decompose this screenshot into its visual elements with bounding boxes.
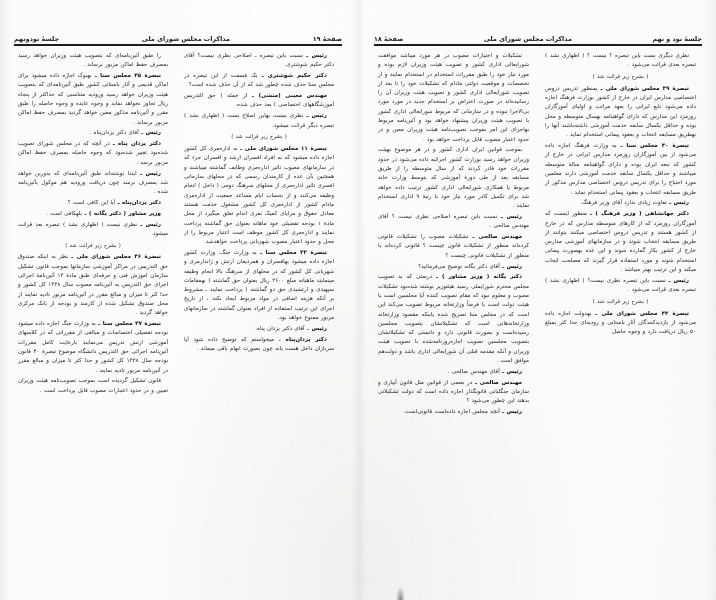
left-page-column-outer	[176, 52, 342, 572]
body-paragraph: بموجب قوانین ایران اداری کشور و در هر موضوع بهیئت وزیران خواهد رسید بوزارت کشور اجرائیه داده می‌شود در حدود مقررات خود قادر کردند که از سال متوسطه را از طریق مسابقه بعد از طی دورهٔ آموزشی که بتوسط وزارت خانه مربوط یا همکاری شورایعالی اداری کشور ترتیب داده خواهد شد برای تکمیل کادر مورد نیاز خود با رتبهٔ ۹ اداری استخدام نمایند .	[377, 147, 529, 210]
speaker-name: رئیس ـ	[136, 170, 161, 177]
speech-paragraph	[545, 199, 696, 208]
speech-text: آنچه مجلس اجازه داده‌است قانونی‌است.	[403, 408, 500, 415]
speech-text: در آنچه که در مجلس شورای تصویب شده‌بود تغییر شده‌بود که وجوه حاصله بمصرف حفظ اماکن مزبور برسد .	[18, 141, 168, 166]
speaker-name: رئیس ـ	[138, 130, 161, 137]
speech-text: آیا این کافی است ؟	[67, 199, 116, 206]
speech-paragraph	[184, 72, 334, 91]
stage-direction: ( بشرح زیر قرائت شد )	[592, 298, 649, 305]
speech-paragraph	[378, 263, 529, 272]
clause-title: تبصرهٔ ۱۱ مجلس شورای ملی ـ	[237, 146, 327, 153]
clause-paragraph	[545, 85, 696, 141]
clause-paragraph	[18, 320, 168, 376]
page-right-page-number: صفحهٔ ۱۸	[374, 34, 404, 43]
speech-text: آقای مهندس صالحی .	[447, 368, 500, 375]
clause-paragraph	[18, 72, 168, 128]
page-left-header	[14, 26, 342, 42]
stage-direction: ( بشرح زیر قرائت شد )	[231, 134, 287, 141]
body-paragraph: قانون تشکیل گردیده است بموجب تصویب‌نامه هیئت وزیران تعیین و در حدود اعتبارات مصوب قابل پرداخت است .	[18, 378, 168, 394]
speaker-name: دکتر یزدان پناه ـ	[109, 141, 161, 148]
clause-paragraph	[184, 145, 334, 247]
speech-text: آقای دکتر یزدان‌پناه .	[89, 130, 139, 137]
speech-text: نسبت باین تبصره اصلاحی نظری نیست ؟ آقای مهندس صالحی .	[378, 214, 529, 230]
speech-text: یک قسمت از این تبصره در مجلس سنا حذف شده چطور شد که از آن حذف شده است؟	[184, 73, 334, 89]
speech-text: میخواستم که توضیح داده شود آیا سربازان داخل هست یانه چون بصورت ابهام باقی میماند .	[184, 336, 334, 352]
clause-paragraph	[545, 142, 696, 198]
speech-paragraph	[545, 210, 696, 275]
speech-paragraph	[378, 273, 529, 366]
speaker-name: مهندس صالحی ـ	[472, 379, 522, 386]
page-left	[0, 0, 356, 600]
speech-paragraph	[378, 213, 529, 232]
speaker-name: رئیس ـ	[666, 200, 689, 207]
clause-paragraph	[545, 310, 696, 338]
page-left-page-number: صفحهٔ ۱۹	[312, 34, 342, 43]
speech-paragraph	[378, 368, 529, 377]
clause-text: به اداره‌مری کل کشور اجازه داده میشود که به افراد افسران ارشد و افسران جزء که در سازمانهای مصوب تاثیر اداره‌مری وظایف گماشته میباشند و همچنین بآن عده از کارمندان رسمی که در محلهای سازمانی افسری تاثیر اداره‌مری از محلهای سرهنگ دومی ( داخل ) انجام وظیفه می‌کنند و از بحساب ایام مساعد جمعیت از اداره‌مری مادام کشور از اداره‌مری کل کشور مشغول خدمت هستند معادل حقوق و مزایای کمیک نفری اندام تعلق میگیرد از محل مادهٔ ۱ بودجه تفضیلی خود ماهانه بعنوان حق گماشته پرداخت نمایند و اداره‌مری کل کشور موظف است اعتبار مربوط را از محل و حدود اعتبار مصوب شهربانی پرداخت خواهدشد.	[184, 146, 334, 246]
speaker-name: مهندس صالحی ـ	[468, 234, 523, 241]
clause-paragraph	[184, 249, 334, 323]
right-page-column-inner	[537, 52, 704, 572]
speaker-name: رئیس ـ	[136, 221, 161, 228]
clause-text: بهدولت اجازه داده می‌شود از بازدیدکنندگان آثار باستانی و رودیه‌ای حدا کثر بمبلغ ۵۰ ریال دریافت دارد و وجوه حاصل	[545, 310, 696, 336]
speech-text: از جمله ( حق التدریس آموزشگاههای اختصاصی ) بعد حذف شده.	[184, 93, 334, 109]
page-right-header-rule	[374, 44, 702, 46]
speech-paragraph	[184, 52, 334, 71]
clause-title: تبصرهٔ ۴۶ مجلس شورای ملی ـ	[68, 254, 161, 261]
speaker-name: رئیس ـ	[499, 263, 522, 270]
left-page-column-inner	[10, 52, 176, 572]
speech-text: آقای دکتر یزدان پناه.	[255, 325, 305, 332]
speech-text: نظری نیست ( اظهاری نشد ) تبصره بعد قرائت میشود.	[18, 221, 168, 237]
speaker-name: رئیس ـ	[497, 214, 522, 221]
speech-text: بلهکافی است .	[46, 210, 83, 217]
speech-paragraph	[378, 379, 529, 407]
speaker-name: رئیس ـ	[665, 277, 689, 284]
speech-paragraph	[545, 277, 696, 296]
clause-title: تبصرهٔ ۴۰ مجلس سنا ـ	[616, 143, 689, 150]
stage-direction: ( بشرح زیر قرائت شد )	[65, 242, 121, 249]
page-right-center-title: مذاکرات مجلس شورای ملی	[483, 34, 572, 43]
speech-paragraph	[184, 92, 334, 111]
speech-text: تفاوت زیادی ندارد آقای وزیر فرهنگ.	[580, 200, 667, 207]
clause-title: تبصرهٔ ۴۴ مجلس شورای ملی ـ	[591, 310, 689, 317]
body-paragraph: تشکیلات و اختیارات مصوب در هر مورد میباشد موافقت شورایعالی اداری کشور و تصویب هیئت وزیران لازم بوده و مورد نیاز خود را طبق مقررات استخدام در استخدام نمایند و از تخصصات و موقعیت دولتی مادام که تشکیلات خود را تا بعد از تصویب شورایعالی اداری کشور و تصویب هیئت وزیران آن را رسانیده‌اند در صورت اعتراض بر استخدام جدید در مورد مورد بی‌الاجرا نبوده و در سازمانی که مربوط شورایعالی اداری کشور با تصویب هیئت وزیران پیشنهاد خواهد بود و آئین‌نامه مربوط بهاجرای این امر بموجب تصویب‌نامه هیئت وزیران معین و در حدود اعتبار مصوب قابل پرداخت خواهد بود .	[378, 53, 529, 143]
clause-paragraph	[18, 253, 168, 318]
page-right-header	[374, 26, 702, 42]
body-paragraph: را طبق آئین‌نامه‌ای که بتصویب هیئت وزیران خواهد رسید بمصرف حفظ اماکن مزبور برساند .	[18, 53, 168, 69]
speech-paragraph	[18, 140, 168, 168]
clause-title: تبصرهٔ ۳۳ مجلس سنا ـ	[256, 249, 327, 256]
clause-title: تبصرهٔ ۴۷ مجلس سنا ـ	[95, 321, 161, 328]
speaker-name: دکتر حکیم شوشتری ـ	[257, 73, 327, 80]
page-left-session-label: جلسهٔ نودونهم	[14, 34, 60, 43]
speech-paragraph	[18, 210, 168, 219]
speech-text: نسبت باین تبصره نظری نیست؟ ( اظهاری نشد ) تبصره بعدی قرائت می‌شود .	[545, 277, 696, 294]
speech-text: نسبت باین تبصره ـ اصلاحی نظری نیست؟ آقای دکتر حکیم شوشتری.	[184, 53, 334, 69]
speech-paragraph	[18, 129, 168, 138]
speaker-name: رئیس ـ	[303, 113, 327, 120]
right-page-column-outer	[370, 52, 537, 572]
speech-paragraph	[18, 170, 168, 198]
speech-paragraph	[184, 325, 334, 334]
speaker-name: دکتر یگانه ( وزیر مشاور ) ـ	[432, 274, 522, 281]
speech-text: تشکیلات مصوب را تشکیلات قانونی کرده‌اند منظور از تشکیلات قانون چیست ؟ قانونی کرده‌اند یا منظور از تشکیلات قانونی چیست ؟	[378, 234, 529, 259]
stage-direction: ( بشرح زیر قرائت شد )	[592, 74, 649, 81]
clause-title: تبصرهٔ ۳۹ مجلس شورای ملی ـ	[597, 85, 689, 92]
body-paragraph: نظری دیگری نست باین تبصره ؟ نیست ؟ ( اظهاری نشد ) تبصره بعدی قرائت می‌شود .	[545, 53, 696, 69]
clause-text: بمنظور تدریس دروس اختصاصی مدارس ایران در خارج از کشور بوزارت فرهنگ اجازه داده می‌شود تابع ایرانی را بعهد مراتب و اولیای آموزگاران روزمزد این مدارس که دارای گواهینامه بهسال متوسطه و محل بوده و حداقل یکسال سابقه خدمت آموزشی داشته‌باشند آنها را بهطریق مسابقه انتخاب و بعقود پیمانی استخدام نماید .	[545, 85, 696, 139]
speaker-name: رئیس ـ	[499, 408, 522, 415]
clause-text: به وزارت جنگ اجازه داده میشود بودجه تفضیلی اختصاصات و مبالغی از مقرراتی که در کلاسهای آموزشی ارتش تدریس می‌نمایند بارعایت کامل مقررات آئین‌نامه اجرائی حق التدریس دانشگاه موضوع تبصرهٔ ۴۰ قانون بودجه سال ۱۳۳۸ کل کشور و حدا کثر تا میزان و مبالغ مقرر در آئین‌نامه مزبور تادیه نمایند .	[18, 321, 168, 374]
page-left-header-rule	[14, 44, 342, 46]
speech-paragraph	[184, 112, 334, 131]
speaker-name: رئیس ـ	[499, 368, 522, 375]
page-left-center-title: مذاکرات مجلس شورای ملی	[141, 34, 230, 43]
page-right-columns	[370, 52, 704, 572]
speech-paragraph	[18, 199, 168, 208]
clause-text: بهبوک اجازه داده میشود برای اماکن قدیمی و آثار باستانی کشور طبق آئین‌نامه‌ای که بتصویب هیئت وزیران خواهد رسید ورودیه متناسبی که حداکثر از پنجاه ریال تجاوز نخواهد نماید و وجوه عایده و وجوه حاصله را طبق مقرر و آئین‌نامه مذکور معین خواهد گردید بمصرف حفظ اماکن مزبور برساند .	[18, 73, 168, 126]
page-right	[356, 0, 716, 600]
speech-paragraph	[378, 233, 529, 261]
clause-title: تبصرهٔ ۴۵ مجلس سنا ـ	[91, 73, 161, 80]
speech-paragraph	[378, 408, 529, 417]
speaker-name: رئیس .	[304, 325, 327, 332]
speaker-name: رئیس ـ	[302, 53, 327, 59]
page-left-columns	[10, 52, 342, 572]
speech-text: منظور اینست که آموزگاران روزمزد که از کارهای متوسطه مدارس که در خارج از کشور هستند و تدریس دروس اختصاصی میکنند بتوانند از طریق مسابقه انتخاب شوند و در سازمانهای آموزشی مدارس خارج از کشور بکار گمارده شوند و این عده بهصورت پیمانی استخدام شوند و مورد استفاده قرار گیرند که مصلحت ایجاب میکند و این ترتیب بهتر میباشد .	[545, 211, 696, 274]
speech-text: نظری نیست بهاین اصلاح بست ( اظهاری نشد ) تبصره دیگر قرائت میشود.	[184, 113, 334, 129]
speech-paragraph	[18, 221, 168, 240]
speaker-name: دکتر یزدان‌پناه ـ	[115, 199, 161, 206]
page-right-session-label: جلسهٔ نود و نهم	[652, 34, 702, 43]
speaker-name: دکتر جهانشاهی ( وزیر فرهنگ ) ـ	[586, 211, 689, 218]
speech-paragraph	[184, 336, 334, 355]
clause-text: نظر به اینکه صندوق حق التدریس در مراکز آموزشی سازمانها بموجب قانون تشکیل سازمان اموزش فنی و حرفه‌ای طبق مادهٔ ۱۳ آئین‌نامهٔ اجرائی اجرای حق التدریس به آئین‌نامه مصوب سال ۱۳۳۸ کل کشور و حدا کثر تا میزان و مبالغ مقرر در آئین‌نامه مزبور تادیه نمایند از محل صندوق تشکیل شده از کارمند و بودجه از بانک مرکزی خواهد گردید .	[18, 254, 169, 317]
speech-text: درستی که بد تصویب مجلس محترم شورایملی رسید هیئتوزیر نوشته شده‌بود تشکیلات مصوب و معلوم نبود که مقام تصویب کننده آیا مجلسین است یا هیئت دولت است یا فرضاً وزارتخانه مربوط تصویب می‌کند این است که در مجلس سنا تصریح شده یابنکه مقصود وزارتخانه وزارتخانه‌هائی است که تشکیلاتشان بتصویب مجلسین رسیده‌است و بصورت قانونی دارد و دانستی که تشکیلاتشان بتصویب مجلسین تصویب اجازه‌روزنامه‌شده با تصویب هیئت وزیران و آنکه مقدمه قبلی آن شورایعالی اداری باشد و دولت‌هم موافق است .	[378, 274, 529, 364]
speech-text: ابتدا نوشته‌اند طبق آئین‌نامه‌ای که بدوربن خواهد شد بمصرف برسد چون دریافت ورودیه هم موکول بآئین‌نامه شده .	[18, 170, 168, 196]
speaker-name: مهندس معینی (منشی) ـ	[247, 93, 327, 100]
speaker-name: دکتر یزدان‌پناه .	[273, 336, 327, 343]
speech-text: در بعضی از قوانین مثل قانون آبیاری و سازمان جنگلبانی قانونگذار اجازه داده است که دولت تشکیلاتی بدهند این چطور می‌شود ؟	[378, 379, 529, 405]
speech-text: آقای دکتر یگانه توضیح می‌فرمائید؟	[418, 263, 500, 270]
speaker-name: وزیر مشاور ( دکتر یگانه ) ـ	[82, 210, 161, 217]
clause-text: به وزارت فرهنگ اجازه داده می‌شود از بین آموزگاران روزمزد مدارس ایرانی در خارج از کشور که تبعه ایران بوده و دارای گواهینامه سالهٔ متوسطه میباشند و حداقل یکسال سابقه خدمت آموزشی دارند معلمین مورد احتیاج را برای تدریس دروس اختصاصی مدارس مذکور از طریق مسابقه انتخاب و بعقود پیمانی استخدام نماید .	[545, 143, 696, 196]
clause-text: به وزارت جنگ، وزارت کشور اجازه داده میشود بهافسران و همردیفان ارتش و ژاندارمری و شهربانی کل کشور که در محلهای از سرهنگ بالا انجام وظیفه مینمایند ماهیانه مبلغ ۲۶۰۰ ریال بعنوان حق گماشته ( بهمقامات سپهبدی و ارتشبدی حق دو گماشته ) پرداخت نمایند ـ مشروط بر آنکه هزینه اضافی در مواد مربوط ایجاد نکند ، از تاریخ اجرای این ترتیب استفاده از افراد بعنوان گماشته در سازمانهای مزبور ممنوع خواهد بود.	[184, 249, 335, 322]
